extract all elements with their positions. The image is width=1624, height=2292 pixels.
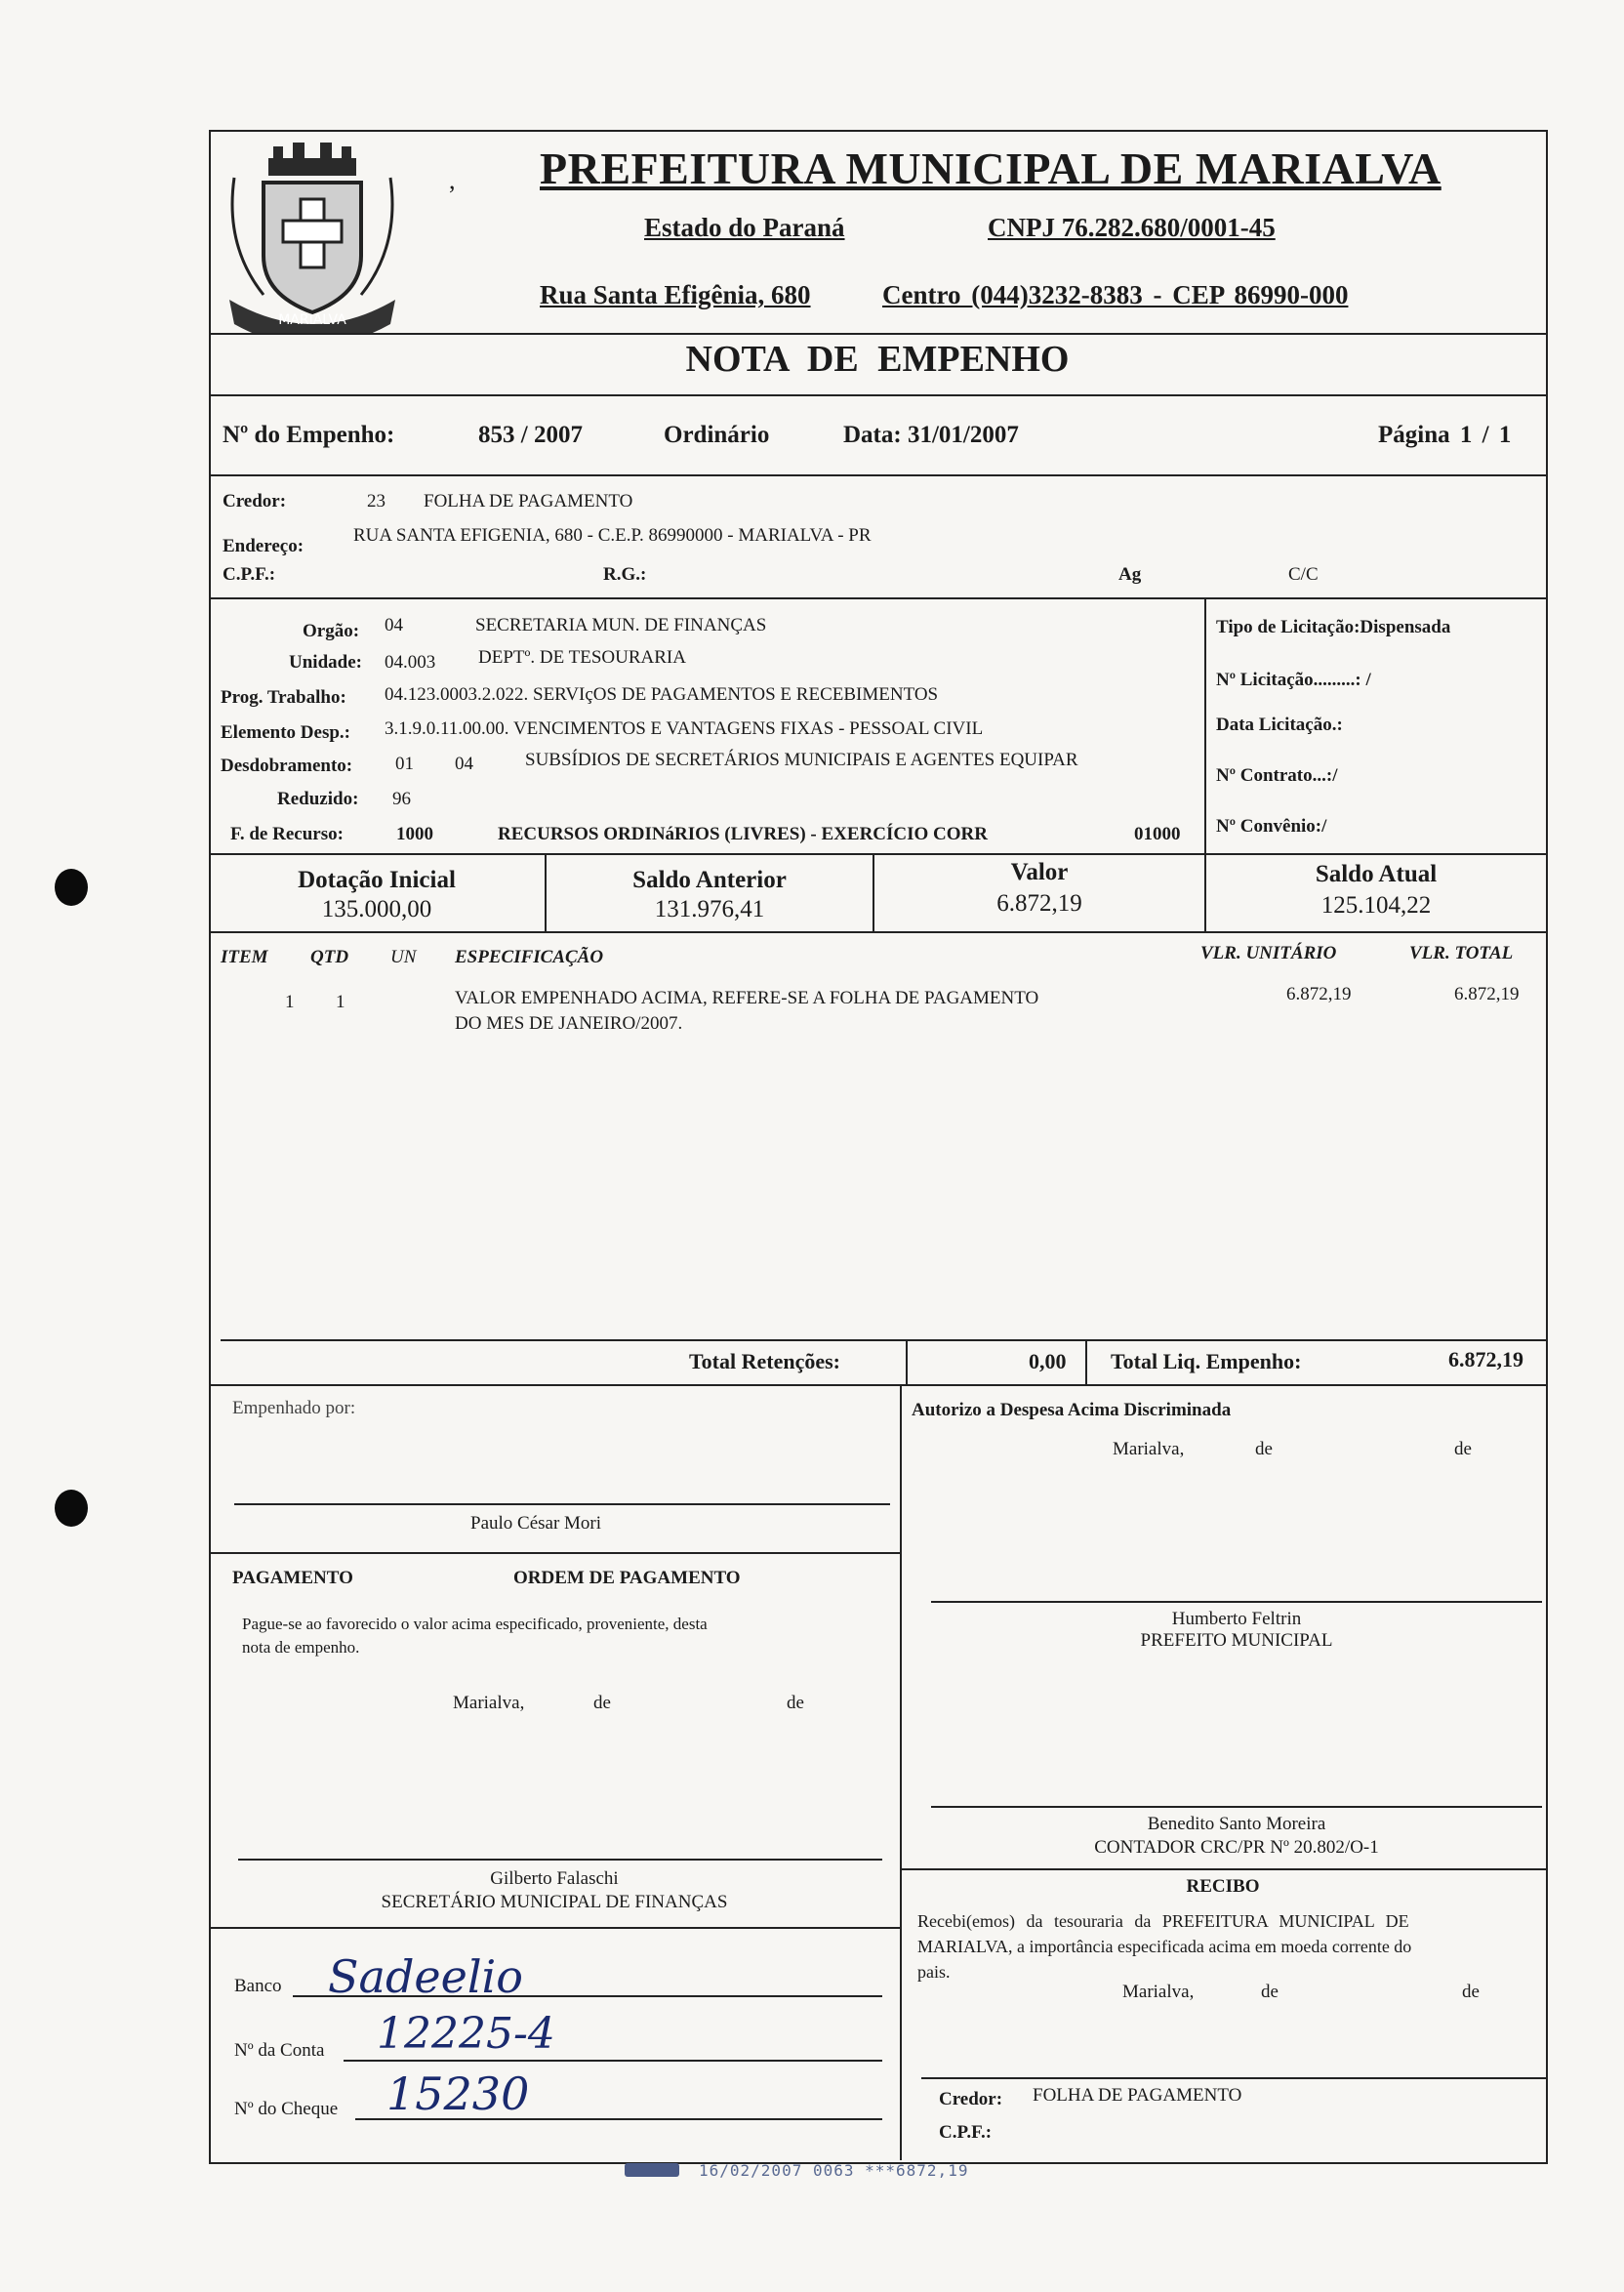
signature-line [234, 1503, 890, 1505]
recurso-code2: 01000 [1134, 824, 1181, 844]
anterior-value: 131.976,41 [654, 896, 765, 922]
recibo-text-3: pais. [917, 1962, 951, 1982]
pagamento-text-1: Pague-se ao favorecido o valor acima especificado, proveniente, desta [242, 1615, 708, 1633]
recibo-text-2: MARIALVA, a importância especificada acima em moeda corrente do [917, 1937, 1412, 1956]
cheque-handwritten: 15230 [386, 2067, 530, 2120]
retencoes-label: Total Retenções: [689, 1349, 840, 1373]
conta-label: Nº da Conta [234, 2040, 325, 2061]
divider [209, 1384, 1546, 1386]
col-qtd: QTD [310, 947, 349, 967]
recibo-credor-value: FOLHA DE PAGAMENTO [1033, 2085, 1242, 2106]
licitacao-contrato: Nº Contrato...:/ [1216, 765, 1338, 786]
autorizo-role: PREFEITO MUNICIPAL [1140, 1630, 1333, 1651]
empenho-page: Página 1 / 1 [1378, 422, 1512, 448]
unidade-name: DEPTº. DE TESOURARIA [478, 647, 686, 668]
empenho-label: Nº do Empenho: [223, 422, 395, 448]
licitacao-data: Data Licitação.: [1216, 715, 1343, 735]
pagamento-place: Marialva, [453, 1693, 525, 1713]
recibo-cpf-label: C.P.F.: [939, 2122, 993, 2143]
empenho-date: Data: 31/01/2007 [843, 422, 1019, 448]
valor-value: 6.872,19 [996, 890, 1082, 917]
header-cnpj: CNPJ 76.282.680/0001-45 [988, 213, 1276, 242]
conta-handwritten: 12225-4 [377, 2009, 555, 2059]
divider-vertical [906, 1339, 908, 1384]
divider [221, 1339, 1546, 1341]
header-contact: Centro (044)3232-8383 - CEP 86990-000 [882, 280, 1349, 309]
signature-line [921, 2077, 1546, 2079]
licitacao-tipo: Tipo de Licitação:Dispensada [1216, 617, 1451, 637]
desdob-label: Desdobramento: [221, 756, 353, 776]
divider [209, 333, 1546, 335]
pagamento-signer: Gilberto Falaschi [490, 1868, 619, 1889]
liq-value: 6.872,19 [1448, 1347, 1523, 1371]
divider-vertical [1204, 597, 1206, 855]
banco-handwritten: Sadeelio [328, 1950, 523, 2003]
cc-label: C/C [1288, 564, 1319, 585]
dotacao-value: 135.000,00 [321, 896, 432, 922]
pagamento-label: PAGAMENTO [232, 1568, 353, 1588]
recibo-place: Marialva, [1122, 1982, 1195, 2002]
divider [900, 1868, 1546, 1870]
recibo-de2: de [1462, 1982, 1480, 2002]
credor-label: Credor: [223, 491, 287, 512]
elemento-value: 3.1.9.0.11.00.00. VENCIMENTOS E VANTAGENS FIXAS - PESSOAL CIVIL [385, 718, 984, 739]
endereco-value: RUA SANTA EFIGENIA, 680 - C.E.P. 86990000 - MARIALVA - PR [353, 525, 872, 546]
autorizo-de1: de [1255, 1439, 1273, 1459]
contador-signer: Benedito Santo Moreira [1147, 1814, 1326, 1834]
recurso-code: 1000 [396, 824, 433, 844]
valor-label: Valor [1010, 859, 1069, 885]
ordem-label: ORDEM DE PAGAMENTO [513, 1568, 741, 1588]
crest-icon [215, 139, 410, 334]
atual-value: 125.104,22 [1320, 892, 1432, 919]
divider [209, 853, 1546, 855]
punch-hole-bottom [55, 1490, 88, 1527]
banco-label: Banco [234, 1976, 282, 1996]
endereco-label: Endereço: [223, 536, 304, 556]
atual-label: Saldo Atual [1315, 861, 1438, 887]
col-espec: ESPECIFICAÇÃO [455, 947, 604, 967]
header-state: Estado do Paraná [644, 213, 845, 242]
col-item: ITEM [221, 947, 268, 967]
dotacao-label: Dotação Inicial [298, 867, 456, 893]
desdob-name: SUBSÍDIOS DE SECRETÁRIOS MUNICIPAIS E AGENTES EQUIPAR [525, 750, 1078, 770]
ag-label: Ag [1118, 564, 1142, 585]
conta-line [344, 2060, 882, 2062]
pagamento-de1: de [593, 1693, 611, 1713]
punch-hole-top [55, 869, 88, 906]
divider-vertical [900, 1384, 902, 2160]
divider [209, 394, 1546, 396]
autorizo-de2: de [1454, 1439, 1472, 1459]
signature-line [238, 1859, 882, 1861]
recurso-name: RECURSOS ORDINáRIOS (LIVRES) - EXERCÍCIO CORR [498, 824, 988, 844]
signature-line [931, 1806, 1542, 1808]
header-title: PREFEITURA MUNICIPAL DE MARIALVA [540, 143, 1441, 193]
licitacao-numero: Nº Licitação.........: / [1216, 670, 1371, 690]
contador-role: CONTADOR CRC/PR Nº 20.802/O-1 [1094, 1837, 1379, 1858]
divider [209, 1552, 900, 1554]
col-total: VLR. TOTAL [1409, 943, 1514, 963]
recurso-label: F. de Recurso: [230, 824, 344, 844]
row-qtd: 1 [336, 992, 345, 1012]
credor-name: FOLHA DE PAGAMENTO [424, 491, 633, 512]
row-desc-2: DO MES DE JANEIRO/2007. [455, 1013, 683, 1034]
crest-banner-text: MARIALVA [278, 312, 346, 328]
reduzido-label: Reduzido: [277, 789, 359, 809]
reduzido-value: 96 [392, 789, 411, 809]
orgao-name: SECRETARIA MUN. DE FINANÇAS [475, 615, 767, 635]
licitacao-convenio: Nº Convênio:/ [1216, 816, 1327, 837]
divider-vertical [1085, 1339, 1087, 1384]
empenhado-label: Empenhado por: [232, 1398, 356, 1418]
empenho-number: 853 / 2007 [478, 422, 583, 448]
header-address: Rua Santa Efigênia, 680 [540, 280, 811, 309]
row-total: 6.872,19 [1454, 984, 1520, 1004]
row-unit: 6.872,19 [1286, 984, 1352, 1004]
divider [209, 1927, 900, 1929]
bank-stamp: 16/02/2007 0063 ***6872,19 [699, 2161, 969, 2180]
autorizo-signer: Humberto Feltrin [1171, 1609, 1302, 1629]
retencoes-value: 0,00 [1029, 1349, 1067, 1373]
elemento-label: Elemento Desp.: [221, 722, 350, 743]
rg-label: R.G.: [603, 564, 647, 585]
recibo-title: RECIBO [1186, 1876, 1260, 1897]
col-un: UN [390, 947, 417, 967]
orgao-label: Orgão: [303, 621, 360, 641]
doc-title: NOTA DE EMPENHO [685, 339, 1070, 380]
empenho-type: Ordinário [664, 422, 770, 448]
recibo-credor-label: Credor: [939, 2089, 1003, 2109]
row-item: 1 [285, 992, 295, 1012]
unidade-label: Unidade: [289, 652, 362, 673]
pagamento-text-2: nota de empenho. [242, 1638, 360, 1657]
cpf-label: C.P.F.: [223, 564, 276, 585]
divider [209, 474, 1546, 476]
prog-label: Prog. Trabalho: [221, 687, 346, 708]
pagamento-role: SECRETÁRIO MUNICIPAL DE FINANÇAS [381, 1892, 728, 1912]
recibo-text-1: Recebi(emos) da tesouraria da PREFEITURA MUNICIPAL DE [917, 1911, 1409, 1931]
pagamento-de2: de [787, 1693, 804, 1713]
col-unit: VLR. UNITÁRIO [1200, 943, 1337, 963]
anterior-label: Saldo Anterior [632, 867, 787, 893]
liq-label: Total Liq. Empenho: [1111, 1349, 1302, 1373]
header-dot: , [449, 166, 456, 194]
prog-value: 04.123.0003.2.022. SERVIçOS DE PAGAMENTOS E RECEBIMENTOS [385, 684, 939, 705]
unidade-code: 04.003 [385, 652, 436, 673]
signature-line [931, 1601, 1542, 1603]
orgao-code: 04 [385, 615, 403, 635]
credor-code: 23 [367, 491, 386, 512]
autorizo-label: Autorizo a Despesa Acima Discriminada [912, 1400, 1232, 1420]
empenhado-signer: Paulo César Mori [470, 1513, 602, 1534]
desdob-b: 04 [455, 754, 473, 774]
cheque-label: Nº do Cheque [234, 2099, 339, 2119]
desdob-a: 01 [395, 754, 414, 774]
divider [209, 597, 1546, 599]
divider [209, 931, 1546, 933]
recibo-de1: de [1261, 1982, 1279, 2002]
row-desc-1: VALOR EMPENHADO ACIMA, REFERE-SE A FOLHA DE PAGAMENTO [455, 988, 1039, 1008]
stamp-mark [625, 2163, 679, 2177]
autorizo-place: Marialva, [1113, 1439, 1185, 1459]
